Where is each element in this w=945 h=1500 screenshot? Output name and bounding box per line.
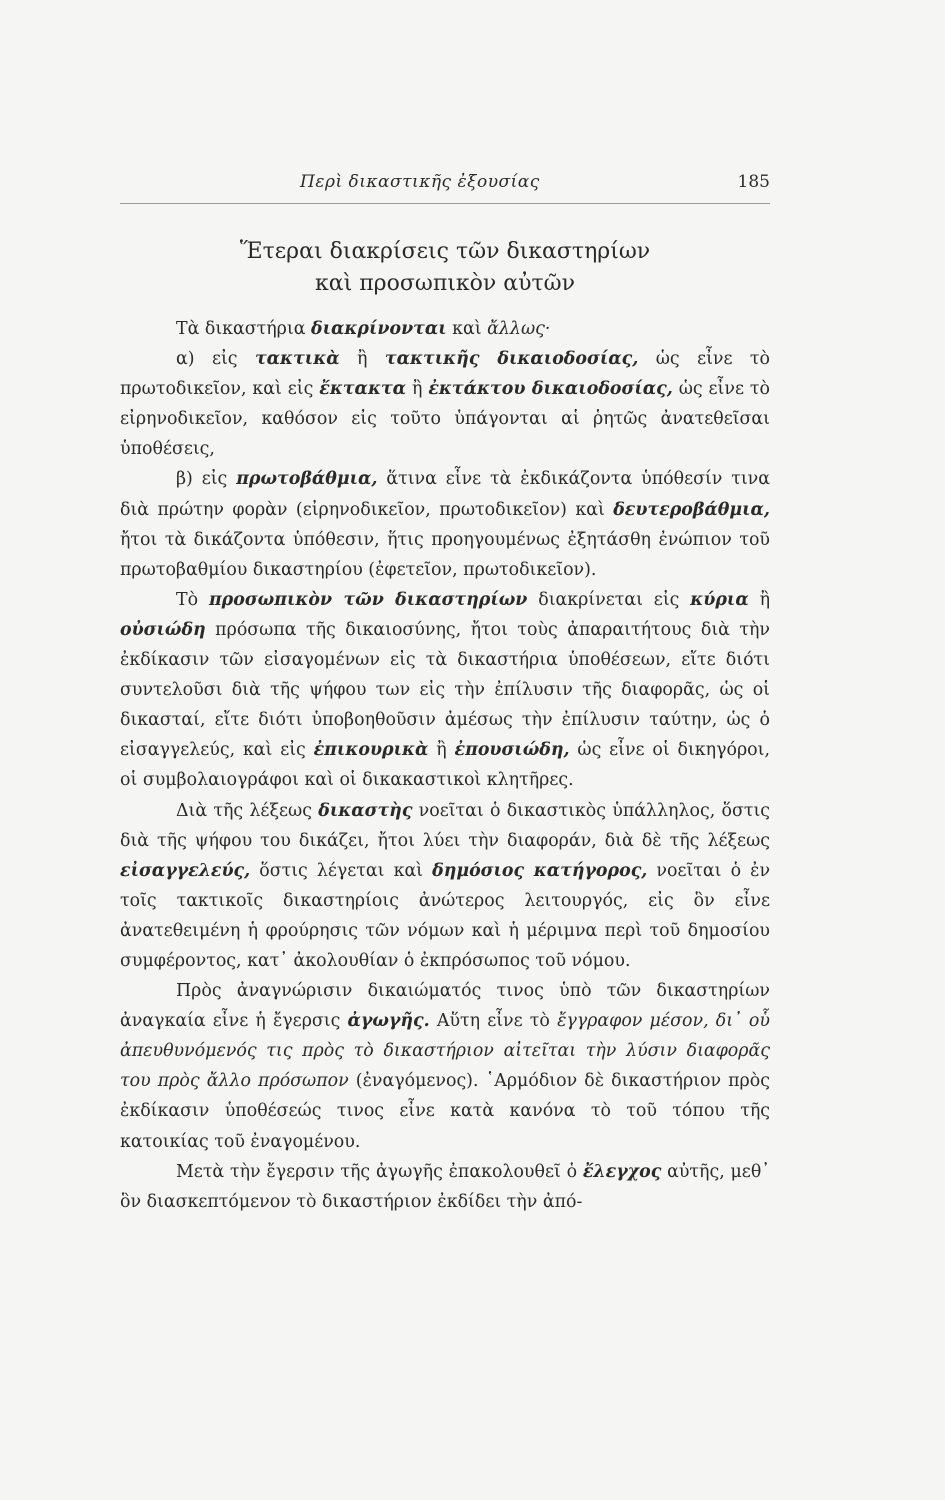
text-run: Τὸ: [176, 589, 209, 610]
section-title-line-2: καὶ προσωπικὸν αὐτῶν: [315, 271, 575, 296]
header-rule: [120, 203, 770, 204]
emphasis-term: διακρίνονται: [311, 319, 447, 339]
text-run: ἅτινα εἶνε τὰ ἐκδικάζοντα ὑπόθεσίν τινα διὰ πρώτην φορὰν (εἰρηνοδικεῖον, πρωτοδικεῖον) καὶ: [120, 469, 770, 520]
text-run: Τὰ δικαστήρια: [176, 319, 311, 339]
italic-text: ἄλλως·: [487, 319, 551, 339]
text-run: α) εἰς: [176, 349, 255, 370]
emphasis-term: δικαστὴς: [318, 800, 413, 821]
text-run: Μετὰ τὴν ἔγερσιν τῆς ἀγωγῆς ἐπακολουθεῖ ὁ: [176, 1161, 583, 1182]
text-run: (ἐναγόμενος). ῾Αρμόδιον δὲ δικαστήριον πρὸς ἐκδίκασιν ὑποθέσεώς τινος εἶνε κατὰ κανόνα τὸ τοῦ τόπου τῆς κατοικίας τοῦ ἐναγομένου.: [120, 1071, 770, 1152]
emphasis-term: τακτικῆς δικαιοδοσίας,: [384, 349, 639, 370]
text-run: ὅστις λέγεται καὶ: [250, 860, 433, 881]
emphasis-term: ἀγωγῆς.: [347, 1011, 430, 1032]
emphasis-term: κύρια: [690, 589, 749, 610]
text-run: ἢ: [339, 349, 385, 370]
paragraph-3: [120, 464, 770, 584]
emphasis-term: δημόσιος κατήγορος,: [432, 860, 648, 881]
emphasis-term: ἐπουσιώδη,: [454, 740, 570, 761]
text-run: Πρὸς ἀναγνώρισιν δικαιώματός τινος ὑπὸ τῶν δικαστηρίων ἀναγκαία εἶνε ἡ ἔγερσις: [120, 981, 770, 1032]
paragraph-5: [120, 796, 770, 977]
emphasis-term: τακτικὰ: [254, 349, 340, 370]
text-run: νοεῖται ὁ ἐν τοῖς τακτικοῖς δικαστηρίοις ἀνώτερος λειτουργός, εἰς ὃν εἶνε ἀνατεθειμένη ἡ φρούρησις τῶν νόμων καὶ ἡ μέριμνα περὶ τοῦ δημοσίου συμφέροντος, κατ᾽ ἀκολουθίαν ὁ ἐκπρόσωπος τοῦ νόμου.: [120, 860, 771, 971]
text-run: διακρίνεται εἰς: [527, 589, 691, 610]
text-run: ὡς εἶνε οἱ δικηγόροι, οἱ συμβολαιογράφοι καὶ οἱ δικακαστικοὶ κλητῆρες.: [120, 740, 770, 791]
text-run: νοεῖται ὁ δικαστικὸς ὑπάλληλος, ὅστις διὰ τῆς ψήφου του δικάζει, ἤτοι λύει τὴν διαφοράν, διὰ δὲ τῆς λέξεως: [120, 800, 770, 851]
text-run: Αὕτη εἶνε τὸ: [429, 1011, 558, 1032]
text-run: β) εἰς: [176, 469, 237, 490]
paragraph-7: [120, 1157, 770, 1217]
paragraph-6: [120, 976, 770, 1157]
emphasis-term: πρωτοβάθμια,: [236, 469, 378, 490]
text-run: ὡς εἶνε τὸ πρωτοδικεῖον, καὶ εἰς: [120, 349, 770, 400]
emphasis-term: ἔκτακτα: [319, 379, 407, 400]
running-title: Περὶ δικαστικῆς ἐξουσίας: [300, 172, 540, 192]
emphasis-term: ἐπικουρικὰ: [313, 740, 429, 761]
emphasis-term: ἔλεγχος: [582, 1161, 662, 1182]
italic-text: ἔγγραφον μέσον, δι᾽ οὗ ἀπευθυνόμενός τις πρὸς τὸ δικαστήριον αἰτεῖται τὴν λύσιν διαφορᾶς του πρὸς ἄλλο πρόσωπον: [120, 1011, 770, 1092]
text-run: ὡς εἶνε τὸ εἰρηνοδικεῖον, καθόσον εἰς τοῦτο ὑπάγονται αἱ ῥητῶς ἀνατεθεῖσαι ὑποθέσεις,: [120, 379, 770, 460]
emphasis-term: ἐκτάκτου δικαιοδοσίας,: [428, 379, 673, 400]
text-run: καὶ: [446, 319, 488, 339]
text-run: ἢ: [428, 740, 455, 761]
paragraph-1: [120, 314, 770, 344]
text-run: ἢ: [406, 379, 429, 400]
section-title-line-1: Ἕτεραι διακρίσεις τῶν δικαστηρίων: [239, 239, 651, 264]
book-page: [120, 0, 770, 1500]
emphasis-term: δευτεροβάθμια,: [613, 499, 770, 520]
paragraph-2: [120, 344, 770, 464]
text-run: πρόσωπα τῆς δικαιοσύνης, ἤτοι τοὺς ἀπαραιτήτους διὰ τὴν ἐκδίκασιν τῶν εἰσαγομένων εἰς τὰ δικαστήρια ὑποθέσεων, εἴτε διότι συντελοῦσι διὰ τῆς ψήφου των εἰς τὴν ἐπίλυσιν τῆς διαφορᾶς, ὡς οἱ δικασταί, εἴτε διότι ὑποβοηθοῦσιν ἀμέσως τὴν ἐπίλυσιν ταύτην, ὡς ὁ εἰσαγγελεύς, καὶ εἰς: [120, 619, 770, 761]
text-run: ἢ: [748, 589, 770, 610]
section-title: [120, 236, 770, 300]
page-number: 185: [737, 172, 770, 192]
text-run: ἤτοι τὰ δικάζοντα ὑπόθεσιν, ἥτις προηγουμένως ἐξητάσθη ἐνώπιον τοῦ πρωτοβαθμίου δικαστηρίου (ἐφετεῖον, πρωτοδικεῖον).: [120, 529, 770, 580]
emphasis-term: εἰσαγγελεύς,: [120, 860, 251, 881]
emphasis-term: οὐσιώδη: [120, 619, 206, 640]
text-run: Διὰ τῆς λέξεως: [176, 800, 319, 821]
text-run: αὐτῆς, μεθ᾽ ὃν διασκεπτόμενον τὸ δικαστήριον ἐκδίδει τὴν ἀπό-: [120, 1161, 770, 1212]
emphasis-term: προσωπικὸν τῶν δικαστηρίων: [208, 589, 528, 610]
paragraph-4: [120, 585, 770, 796]
body-text: [120, 314, 770, 1217]
running-head: [120, 172, 770, 196]
